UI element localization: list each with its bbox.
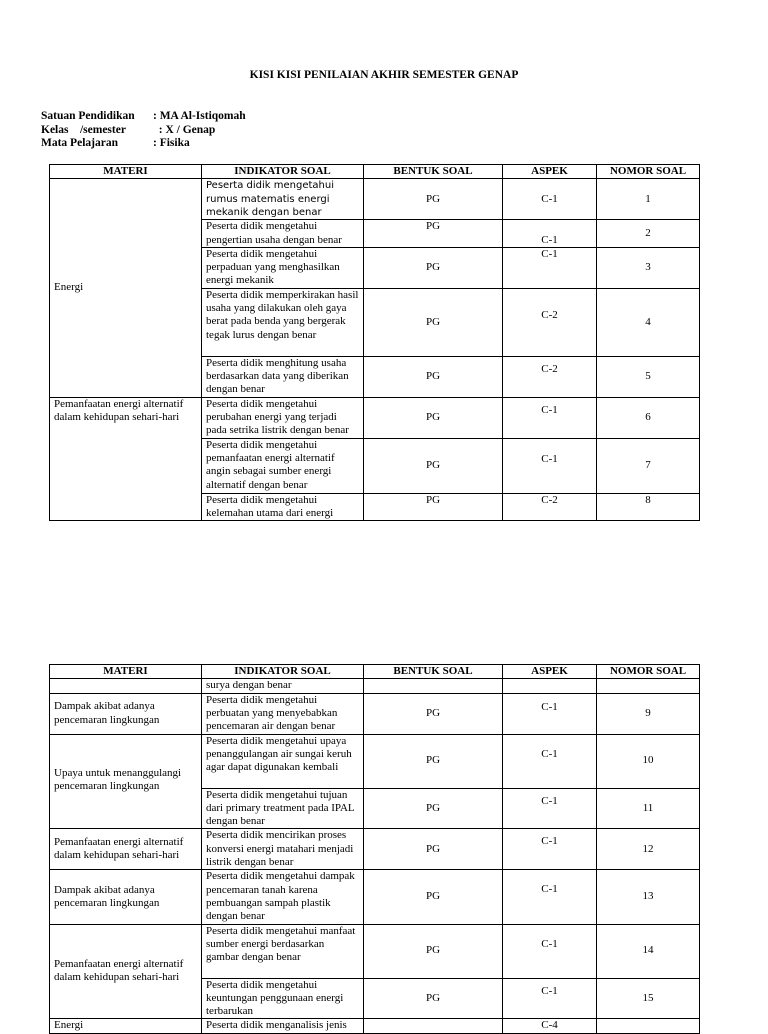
bentuk-cell: PG <box>364 179 503 220</box>
header-indikator: INDIKATOR SOAL <box>202 665 364 679</box>
indikator-cell: Peserta didik mengetahui rumus matematis energi mekanik dengan benar <box>202 179 364 220</box>
bentuk-cell: PG <box>364 788 503 829</box>
table-row <box>50 870 700 924</box>
aspek-cell: C-1 <box>503 978 597 1019</box>
nomor-cell: 5 <box>597 356 700 397</box>
aspek-cell: C-2 <box>503 288 597 356</box>
indikator-cell: Peserta didik mengetahui keuntungan penggunaan energi terbarukan <box>202 978 364 1019</box>
table-header-row <box>50 665 700 679</box>
nomor-cell: 9 <box>597 693 700 734</box>
header-nomor: NOMOR SOAL <box>597 665 700 679</box>
materi-cell: Dampak akibat adanya pencemaran lingkungan <box>50 693 202 734</box>
meta-row-kelas <box>41 124 246 138</box>
bentuk-cell: PG <box>364 288 503 356</box>
table-header-row <box>50 165 700 179</box>
materi-cell: Energi <box>50 1019 202 1033</box>
materi-cell: Pemanfaatan energi alternatif dalam kehidupan sehari-hari <box>50 829 202 870</box>
aspek-cell: C-1 <box>503 829 597 870</box>
indikator-cell: surya dengan benar <box>202 679 364 693</box>
indikator-cell: Peserta didik mengetahui perpaduan yang menghasilkan energi mekanik <box>202 247 364 288</box>
meta-label: Kelas /semester <box>41 123 126 136</box>
bentuk-cell: PG <box>364 220 503 248</box>
table-row <box>50 179 700 220</box>
bentuk-cell: PG <box>364 829 503 870</box>
bentuk-cell: PG <box>364 924 503 978</box>
nomor-cell: 7 <box>597 438 700 493</box>
indikator-cell: Peserta didik menganalisis jenis <box>202 1019 364 1033</box>
page-title: KISI KISI PENILAIAN AKHIR SEMESTER GENAP <box>249 69 519 81</box>
header-aspek: ASPEK <box>503 165 597 179</box>
table-row <box>50 693 700 734</box>
indikator-cell: Peserta didik mengetahui upaya penanggulangan air sungai keruh agar dapat digunakan kembali <box>202 734 364 788</box>
meta-value: : MA Al-Istiqomah <box>153 110 246 122</box>
aspek-cell: C-4 <box>503 1019 597 1033</box>
indikator-cell: Peserta didik mengetahui kelemahan utama dari energi <box>202 493 364 521</box>
indikator-cell: Peserta didik mengetahui tujuan dari primary treatment pada IPAL dengan benar <box>202 788 364 829</box>
header-bentuk: BENTUK SOAL <box>364 665 503 679</box>
nomor-cell: 8 <box>597 493 700 521</box>
nomor-cell: 14 <box>597 924 700 978</box>
header-materi: MATERI <box>50 665 202 679</box>
meta-label: Mata Pelajaran <box>41 137 118 149</box>
indikator-cell: Peserta didik memperkirakan hasil usaha yang dilakukan oleh gaya berat pada benda yang bergerak tegak lurus dengan benar <box>202 288 364 356</box>
document-meta <box>41 110 246 151</box>
materi-cell: Pemanfaatan energi alternatif dalam kehidupan sehari-hari <box>50 397 202 520</box>
meta-row-satuan <box>41 110 246 124</box>
bentuk-cell: PG <box>364 493 503 521</box>
header-nomor: NOMOR SOAL <box>597 165 700 179</box>
meta-value: : X / Genap <box>153 123 216 136</box>
nomor-cell: 15 <box>597 978 700 1019</box>
aspek-cell: C-1 <box>503 924 597 978</box>
nomor-cell: 11 <box>597 788 700 829</box>
table-row <box>50 679 700 693</box>
meta-value: : Fisika <box>153 137 190 149</box>
indikator-cell: Peserta didik menghitung usaha berdasarkan data yang diberikan dengan benar <box>202 356 364 397</box>
nomor-cell: 6 <box>597 397 700 438</box>
nomor-cell <box>597 679 700 693</box>
aspek-cell: C-2 <box>503 493 597 521</box>
bentuk-cell: PG <box>364 734 503 788</box>
table-row <box>50 1019 700 1033</box>
kisi-table-2 <box>49 664 700 1034</box>
nomor-cell: 3 <box>597 247 700 288</box>
nomor-cell: 10 <box>597 734 700 788</box>
table-row <box>50 924 700 978</box>
aspek-cell: C-1 <box>503 693 597 734</box>
indikator-cell: Peserta didik mengetahui pemanfaatan energi alternatif angin sebagai sumber energi alternatif dengan benar <box>202 438 364 493</box>
materi-cell: Upaya untuk menanggulangi pencemaran lingkungan <box>50 734 202 829</box>
indikator-cell: Peserta didik mengetahui perubahan energi yang terjadi pada setrika listrik dengan benar <box>202 397 364 438</box>
nomor-cell <box>597 1019 700 1033</box>
aspek-cell: C-1 <box>503 734 597 788</box>
aspek-cell: C-1 <box>503 179 597 220</box>
aspek-cell <box>503 679 597 693</box>
materi-cell: Dampak akibat adanya pencemaran lingkungan <box>50 870 202 924</box>
table-row <box>50 829 700 870</box>
table-row <box>50 397 700 438</box>
header-indikator: INDIKATOR SOAL <box>202 165 364 179</box>
bentuk-cell: PG <box>364 870 503 924</box>
indikator-cell: Peserta didik mencirikan proses konversi energi matahari menjadi listrik dengan benar <box>202 829 364 870</box>
aspek-cell: C-2 <box>503 356 597 397</box>
indikator-cell: Peserta didik mengetahui dampak pencemaran tanah karena pembuangan sampah plastik dengan benar <box>202 870 364 924</box>
meta-row-mapel <box>41 137 246 151</box>
header-materi: MATERI <box>50 165 202 179</box>
kisi-table-1 <box>49 164 700 521</box>
aspek-cell: C-1 <box>503 870 597 924</box>
indikator-cell: Peserta didik mengetahui manfaat sumber energi berdasarkan gambar dengan benar <box>202 924 364 978</box>
nomor-cell: 1 <box>597 179 700 220</box>
bentuk-cell <box>364 1019 503 1033</box>
aspek-cell: C-1 <box>503 220 597 248</box>
aspek-cell: C-1 <box>503 788 597 829</box>
materi-cell: Energi <box>50 179 202 397</box>
nomor-cell: 13 <box>597 870 700 924</box>
nomor-cell: 4 <box>597 288 700 356</box>
bentuk-cell: PG <box>364 693 503 734</box>
table-row <box>50 734 700 788</box>
meta-label: Satuan Pendidikan <box>41 110 135 122</box>
materi-cell <box>50 679 202 693</box>
nomor-cell: 2 <box>597 220 700 248</box>
aspek-cell: C-1 <box>503 397 597 438</box>
bentuk-cell: PG <box>364 438 503 493</box>
indikator-cell: Peserta didik mengetahui pengertian usaha dengan benar <box>202 220 364 248</box>
header-bentuk: BENTUK SOAL <box>364 165 503 179</box>
bentuk-cell: PG <box>364 247 503 288</box>
indikator-cell: Peserta didik mengetahui perbuatan yang menyebabkan pencemaran air dengan benar <box>202 693 364 734</box>
bentuk-cell: PG <box>364 397 503 438</box>
materi-cell: Pemanfaatan energi alternatif dalam kehidupan sehari-hari <box>50 924 202 1019</box>
bentuk-cell: PG <box>364 356 503 397</box>
nomor-cell: 12 <box>597 829 700 870</box>
header-aspek: ASPEK <box>503 665 597 679</box>
aspek-cell: C-1 <box>503 438 597 493</box>
bentuk-cell: PG <box>364 978 503 1019</box>
bentuk-cell <box>364 679 503 693</box>
aspek-cell: C-1 <box>503 247 597 288</box>
